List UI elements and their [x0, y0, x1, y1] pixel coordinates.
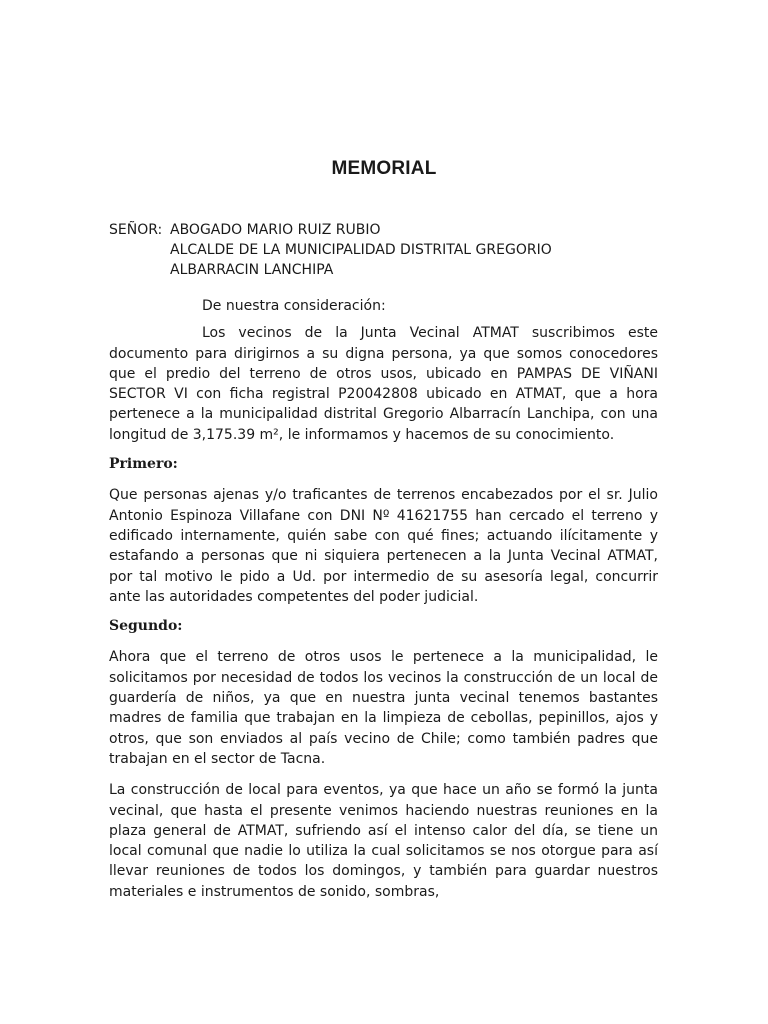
addressee-label: SEÑOR:	[109, 222, 163, 238]
section-paragraph: La construcción de local para eventos, ya que hace un año se formó la junta vecinal, que hasta el presente venimos haciendo nuestras reuniones en la plaza general de ATMAT, sufriendo así el intenso calor del día, se tiene un local comunal que nadie lo utiliza la cual solicitamos se nos otorgue para así llevar reuniones de todos los domingos, y también para guardar nuestros materiales e instrumentos de sonido, sombras,	[109, 782, 658, 900]
section-heading-segundo: Segundo:	[109, 618, 183, 635]
addressee-block	[109, 220, 669, 280]
addressee-line: ALBARRACIN LANCHIPA	[170, 262, 334, 278]
section-paragraph: Ahora que el terreno de otros usos le pertenece a la municipalidad, le solicitamos por necesidad de todos los vecinos la construcción de un local de guardería de niños, ya que en nuestra junta vecinal tenemos bastantes madres de familia que trabajan en la limpieza de cebollas, pepinillos, ajos y otros, que son enviados al país vecino de Chile; como también padres que trabajan en el sector de Tacna.	[109, 649, 658, 767]
addressee-first-row	[109, 220, 669, 240]
addressee-line: ALCALDE DE LA MUNICIPALIDAD DISTRITAL GREGORIO	[170, 242, 552, 258]
greeting: De nuestra consideración:	[202, 298, 386, 314]
document-title: MEMORIAL	[331, 158, 437, 179]
intro-paragraph: Los vecinos de la Junta Vecinal ATMAT suscribimos este documento para dirigirnos a su digna persona, ya que somos conocedores que el predio del terreno de otros usos, ubicado en PAMPAS DE VIÑANI SECTOR VI con ficha registral P20042808 ubicado en ATMAT, que a hora pertenece a la municipalidad distrital Gregorio Albarracín Lanchipa, con una longitud de 3,175.39 m², le informamos y hacemos de su conocimiento.	[109, 325, 658, 443]
addressee-line: ABOGADO MARIO RUIZ RUBIO	[170, 222, 381, 238]
section-heading-primero: Primero:	[109, 456, 178, 473]
section-paragraph: Que personas ajenas y/o traficantes de terrenos encabezados por el sr. Julio Antonio Espinoza Villafane con DNI Nº 41621755 han cercado el terreno y edificado internamente, quién sabe con qué fines; actuando ilícitamente y estafando a personas que ni siquiera pertenecen a la Junta Vecinal ATMAT, por tal motivo le pido a Ud. por intermedio de su asesoría legal, concurrir ante las autoridades competentes del poder judicial.	[109, 487, 658, 605]
letter-body	[109, 296, 658, 909]
